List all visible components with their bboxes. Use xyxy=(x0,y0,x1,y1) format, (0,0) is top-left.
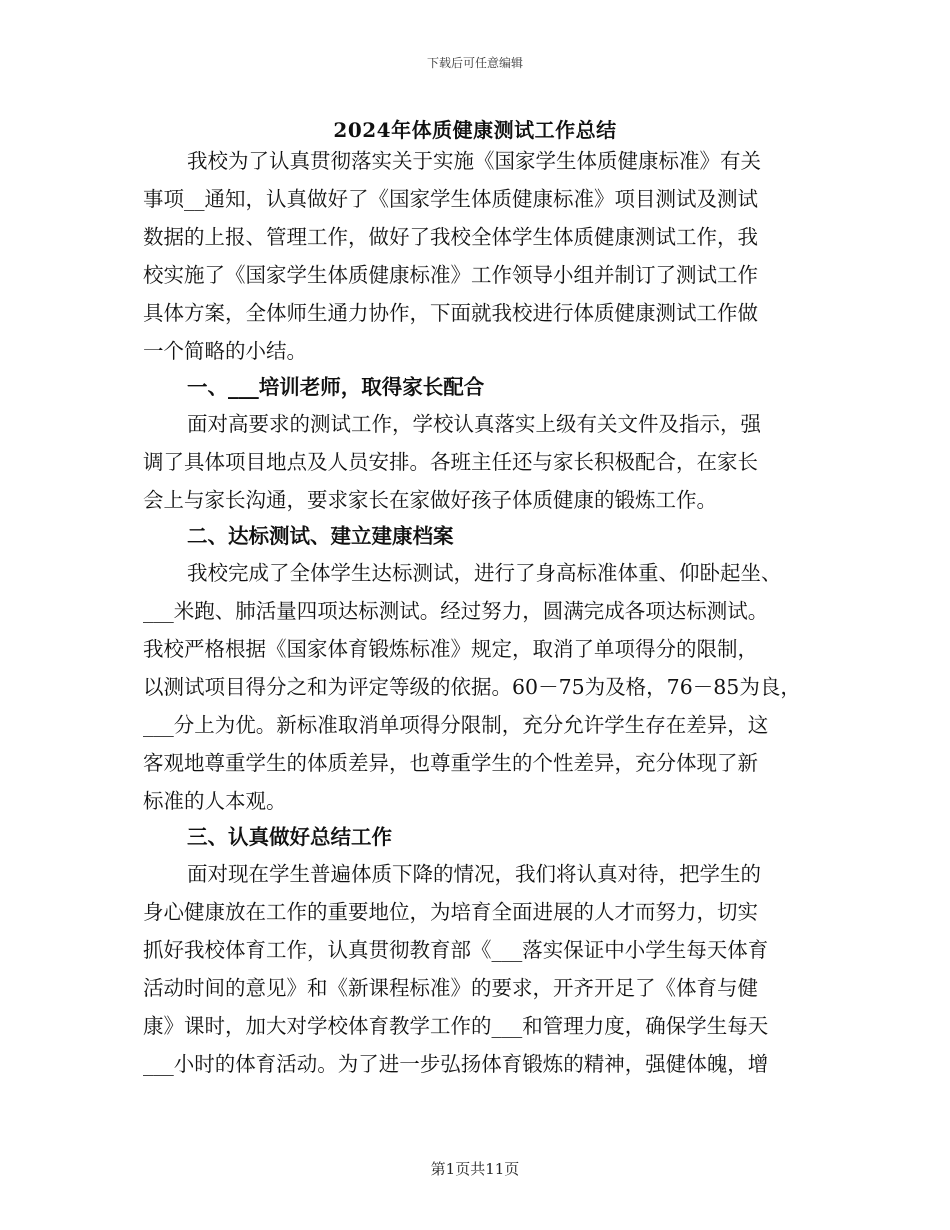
body-line: 我校严格根据《国家体育锻炼标准》规定，取消了单项得分的限制， xyxy=(143,637,758,661)
body-line: 抓好我校体育工作，认真贯彻教育部《___落实保证中小学生每天体育 xyxy=(143,938,769,962)
body-line: 数据的上报、管理工作，做好了我校全体学生体质健康测试工作，我 xyxy=(143,225,758,249)
body-line: 活动时间的意见》和《新课程标准》的要求，开齐开足了《体育与健 xyxy=(143,976,758,1000)
body-line: 面对高要求的测试工作，学校认真落实上级有关文件及指示，强 xyxy=(187,412,761,436)
body-line: 调了具体项目地点及人员安排。各班主任还与家长积极配合，在家长 xyxy=(143,450,758,474)
page-number: 第1页共11页 xyxy=(430,1160,520,1178)
document-title: 2024年体质健康测试工作总结 xyxy=(333,118,617,142)
body-line: 以测试项目得分之和为评定等级的依据。60－75为及格，76－85为良， xyxy=(143,675,801,699)
section-heading: 一、___培训老师，取得家长配合 xyxy=(187,375,485,399)
body-line: ___小时的体育活动。为了进一步弘扬体育锻炼的精神，强健体魄，增 xyxy=(143,1052,769,1076)
body-line: 我校完成了全体学生达标测试，进行了身高标准体重、仰卧起坐、 xyxy=(187,561,782,585)
body-line: 校实施了《国家学生体质健康标准》工作领导小组并制订了测试工作 xyxy=(143,263,758,287)
body-line: 具体方案，全体师生通力协作，下面就我校进行体质健康测试工作做 xyxy=(143,301,758,325)
header-note: 下载后可任意编辑 xyxy=(426,56,523,70)
body-line: 会上与家长沟通，要求家长在家做好孩子体质健康的锻炼工作。 xyxy=(143,488,717,512)
body-line: ___分上为优。新标准取消单项得分限制，充分允许学生存在差异，这 xyxy=(143,713,769,737)
section-heading: 三、认真做好总结工作 xyxy=(187,825,392,849)
body-line: 客观地尊重学生的体质差异，也尊重学生的个性差异，充分体现了新 xyxy=(143,751,758,775)
body-line: 身心健康放在工作的重要地位，为培育全面进展的人才而努力，切实 xyxy=(143,900,758,924)
body-line: 康》课时，加大对学校体育教学工作的___和管理力度，确保学生每天 xyxy=(143,1014,769,1038)
body-line: 一个简略的小结。 xyxy=(143,339,307,363)
body-line: ___米跑、肺活量四项达标测试。经过努力，圆满完成各项达标测试。 xyxy=(143,599,769,623)
body-line: 面对现在学生普遍体质下降的情况，我们将认真对待，把学生的 xyxy=(187,862,761,886)
body-line: 标准的人本观。 xyxy=(143,789,287,813)
body-line: 事项__通知，认真做好了《国家学生体质健康标准》项目测试及测试 xyxy=(143,187,758,211)
body-line: 我校为了认真贯彻落实关于实施《国家学生体质健康标准》有关 xyxy=(187,149,761,173)
section-heading: 二、达标测试、建立建康档案 xyxy=(187,524,454,548)
